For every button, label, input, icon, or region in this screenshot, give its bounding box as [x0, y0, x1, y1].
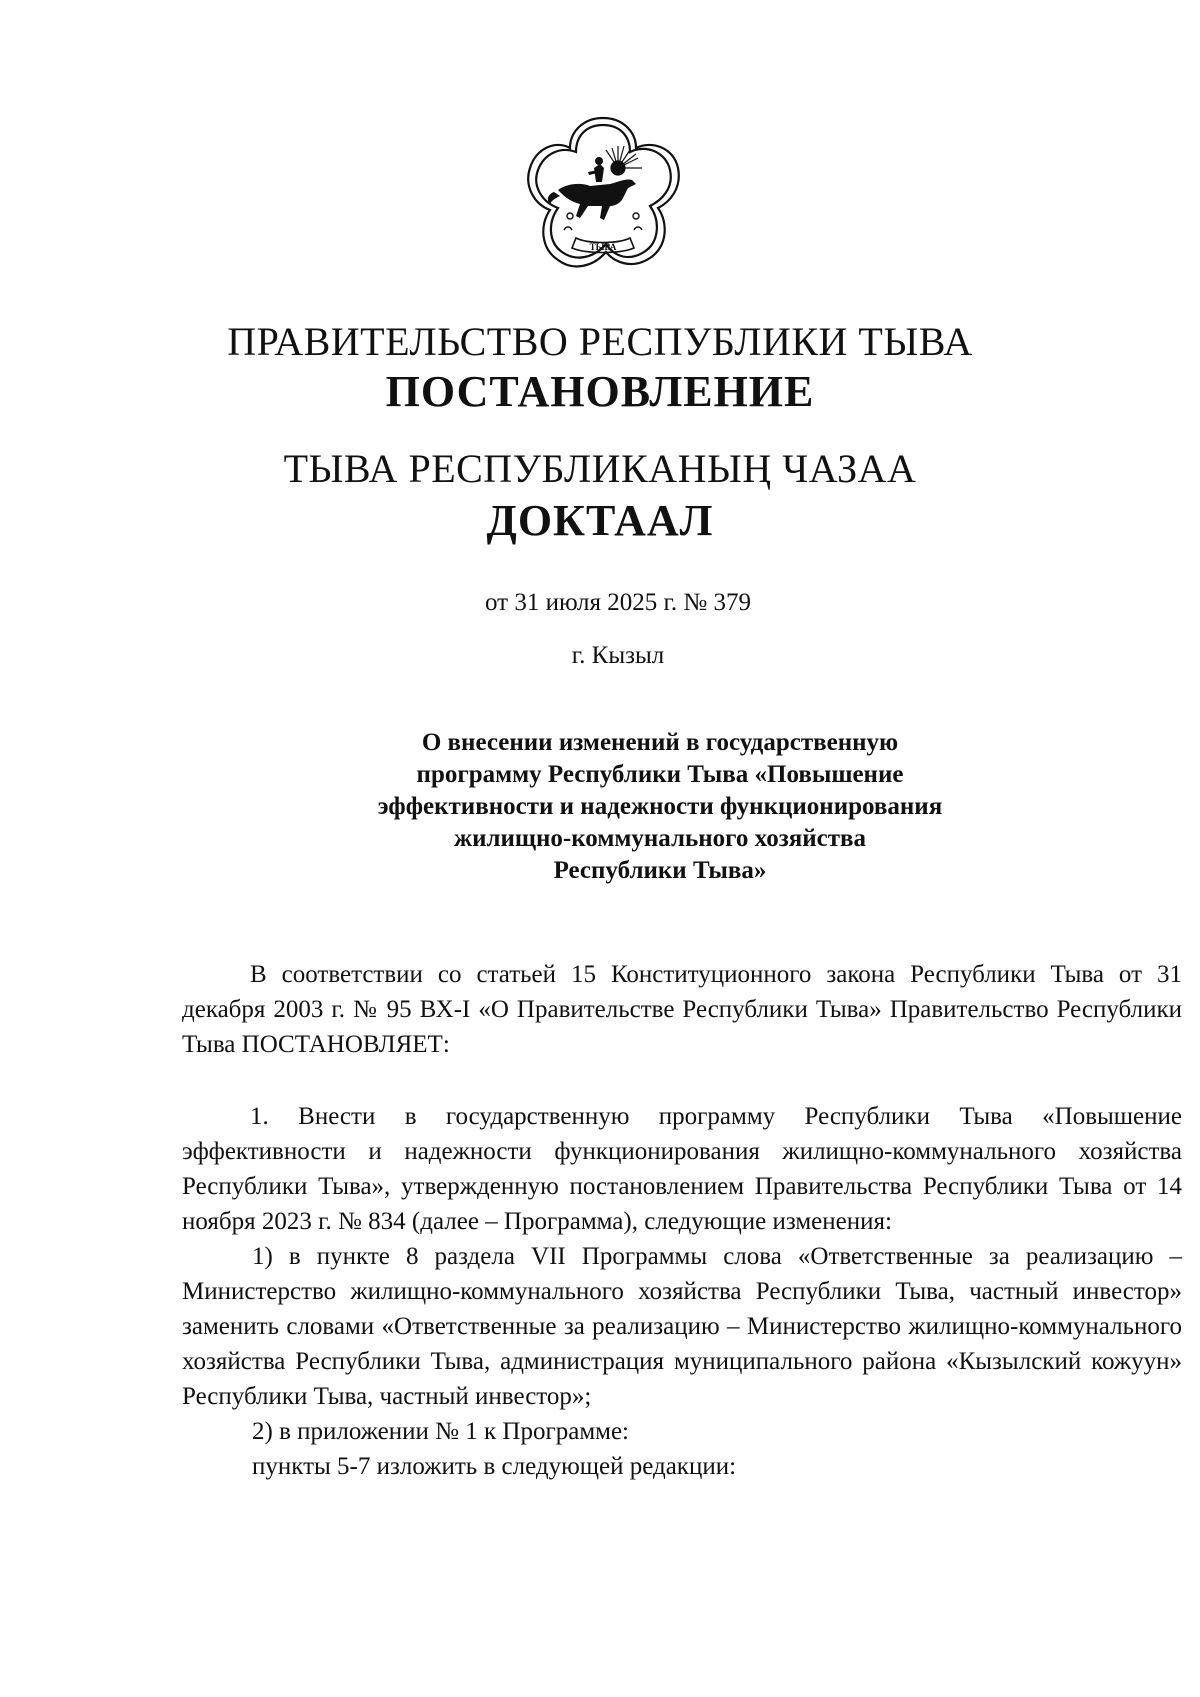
government-name-ru: ПРАВИТЕЛЬСТВО РЕСПУБЛИКИ ТЫВА	[227, 319, 973, 364]
subitem-2-paragraph: 2) в приложении № 1 к Программе:	[252, 1418, 630, 1445]
emblem-ribbon-text: ТЫВА	[589, 242, 617, 252]
tyva-coat-of-arms-icon	[518, 110, 688, 280]
subitem-1-paragraph: 1) в пункте 8 раздела VII Программы слова «Ответственные за реализацию – Министерство жилищно-коммунального хозяйства Республики Тыва, частный инвестор» заменить словами «Ответственные за реализацию – Министерство жилищно-коммунального хозяйства Республики Тыва, администрация муниципального района «Кызылский кожуун» Республики Тыва, частный инвестор»;	[182, 1243, 1182, 1410]
title-line: программу Республики Тыва «Повышение	[416, 761, 904, 788]
preamble-paragraph: В соответствии со статьей 15 Конституционного закона Республики Тыва от 31 декабря 2003 г. № 95 ВХ-I «О Правительстве Республики Тыва» Правительство Республики Тыва ПОСТАНОВЛЯЕТ:	[182, 961, 1182, 1058]
subitem-2-note: пункты 5-7 изложить в следующей редакции:	[252, 1453, 737, 1480]
document-date-number: от 31 июля 2025 г. № 379	[484, 589, 752, 616]
document-type-tyv: ДОКТААЛ	[486, 496, 714, 545]
title-line: Республики Тыва»	[553, 857, 767, 884]
document-title	[330, 727, 990, 887]
government-name-tyv: ТЫВА РЕСПУБЛИКАНЫҢ ЧАЗАА	[283, 446, 917, 491]
document-type-ru: ПОСТАНОВЛЕНИЕ	[385, 367, 815, 416]
title-line: жилищно-коммунального хозяйства	[453, 825, 867, 852]
title-line: О внесении изменений в государственную	[421, 729, 899, 756]
title-line: эффективности и надежности функционирования	[377, 793, 943, 820]
document-body	[182, 957, 1182, 1484]
item-1-paragraph: 1. Внести в государственную программу Республики Тыва «Повышение эффективности и надежности функционирования жилищно-коммунального хозяйства Республики Тыва», утвержденную постановлением Правительства Республики Тыва от 14 ноября 2023 г. № 834 (далее – Программа), следующие изменения:	[182, 1103, 1182, 1235]
document-city: г. Кызыл	[571, 642, 665, 669]
